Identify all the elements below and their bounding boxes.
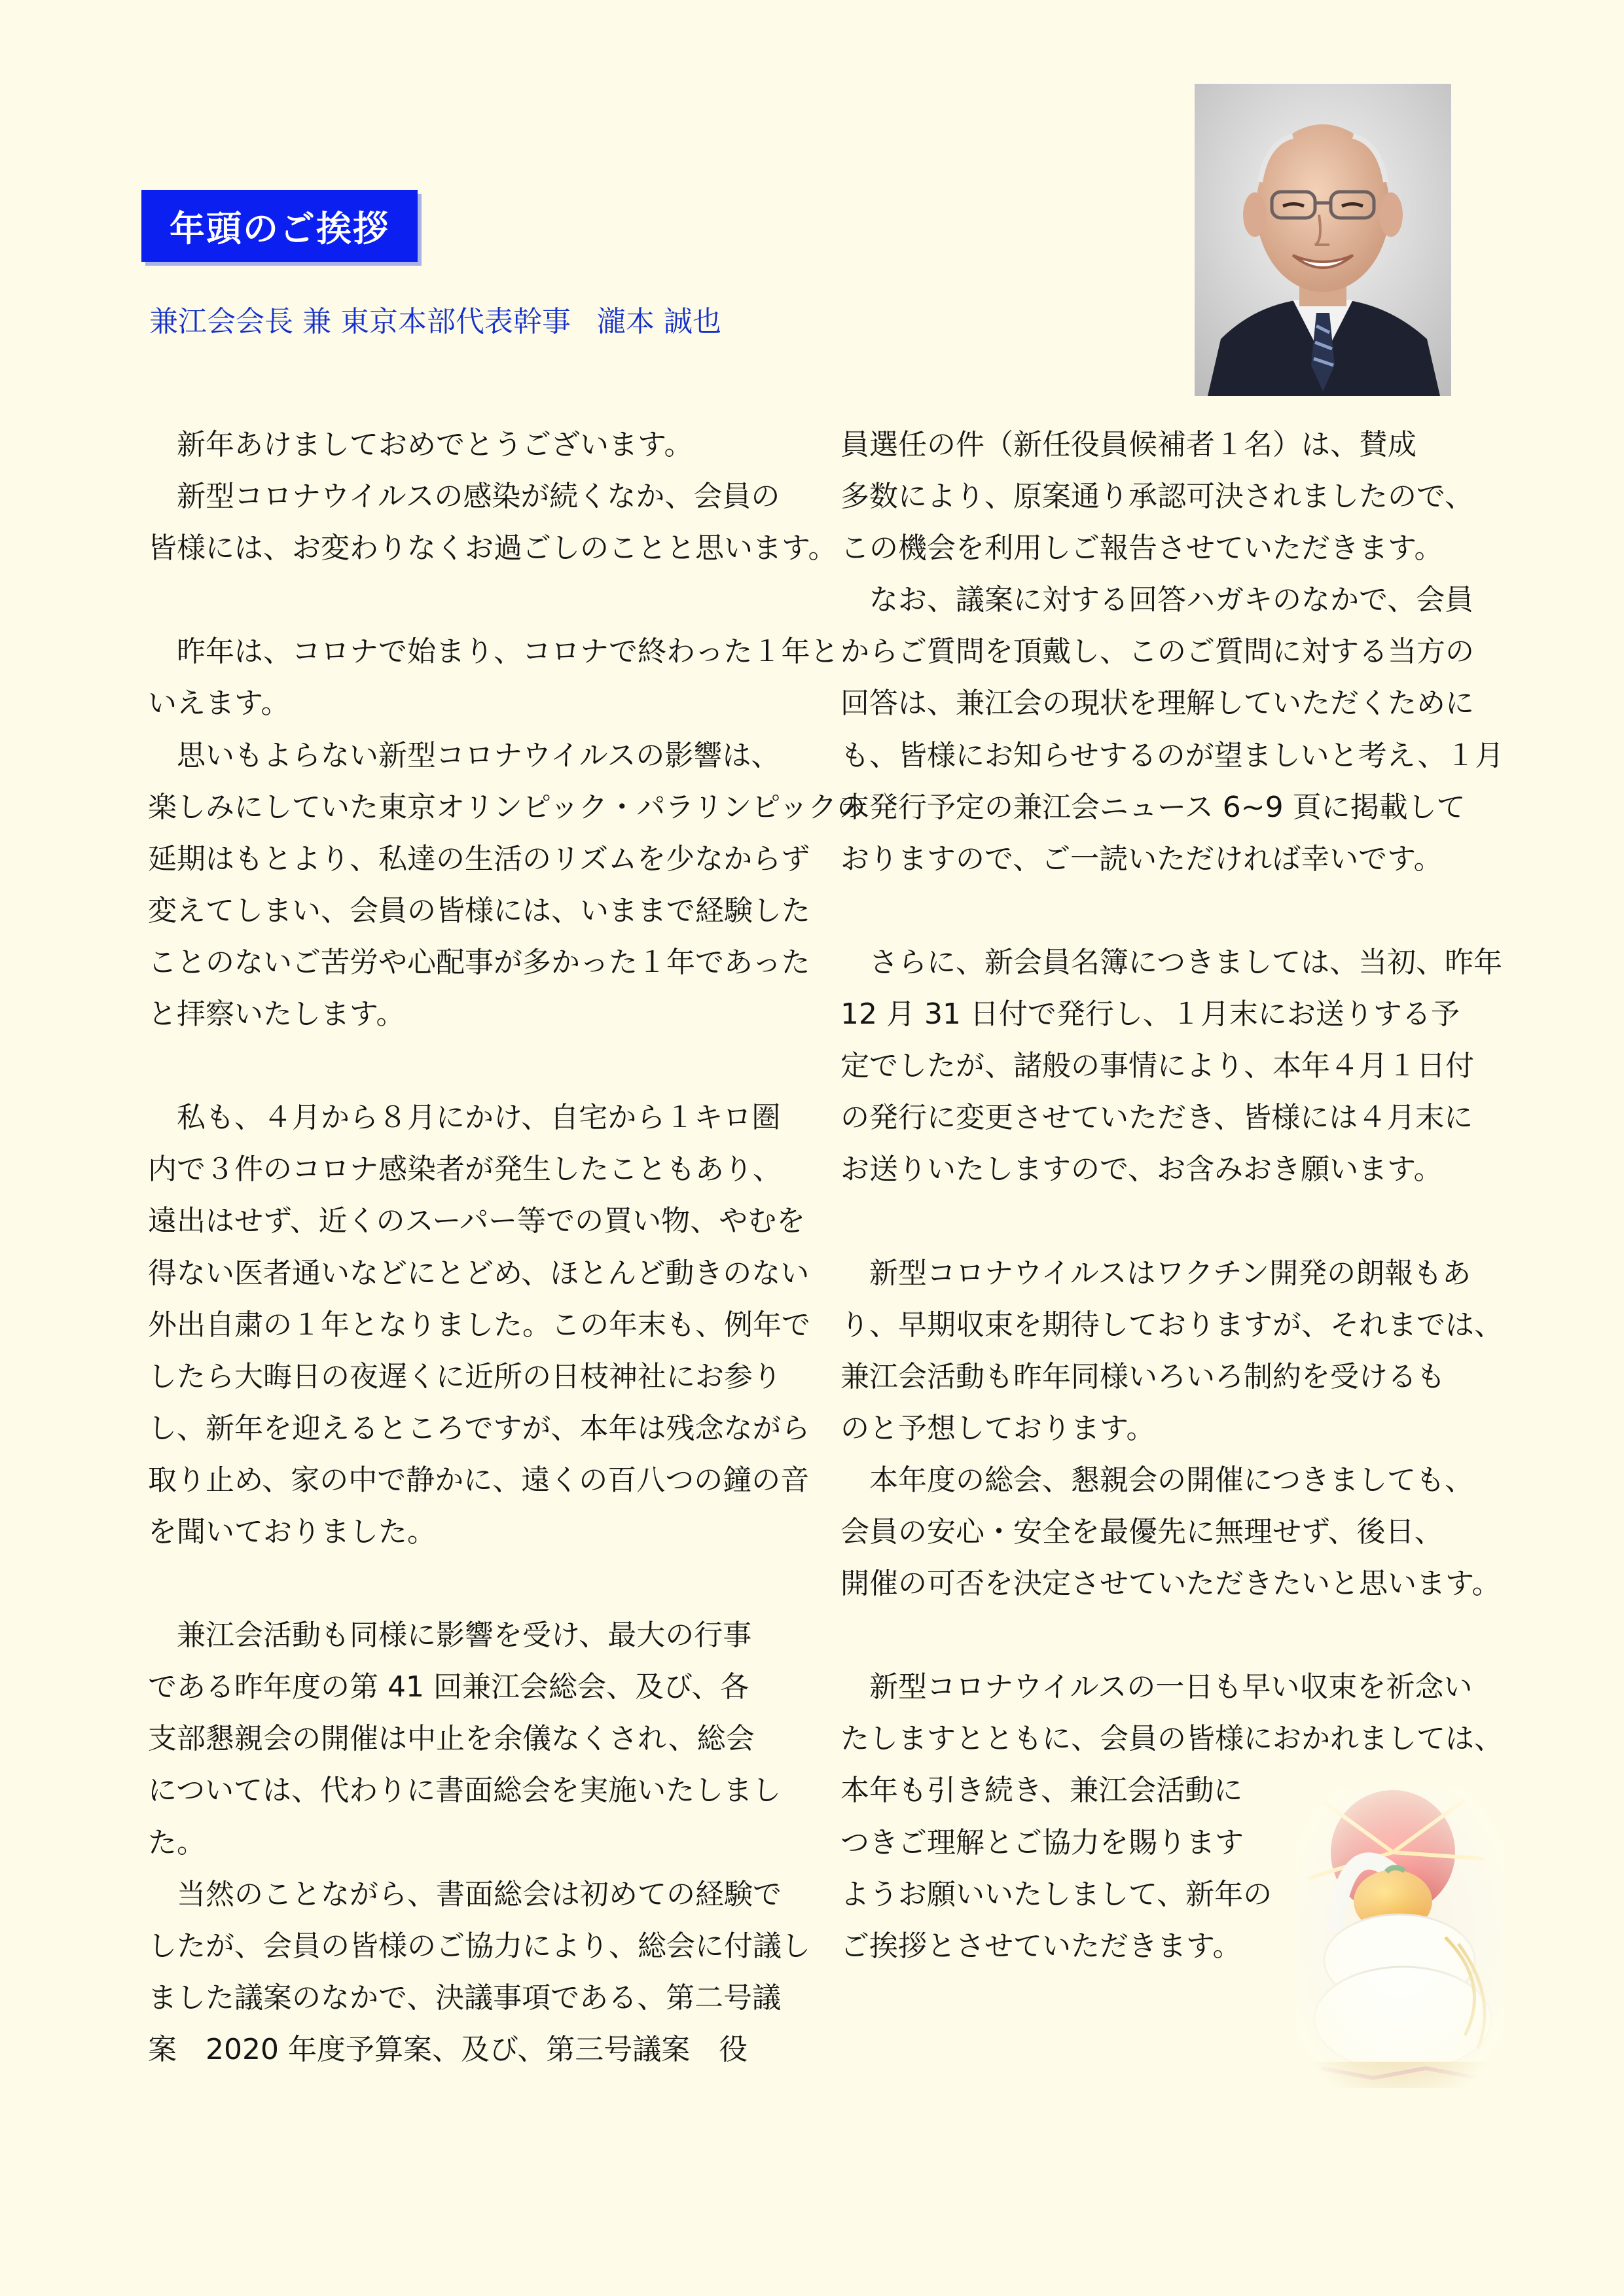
right-column [840, 419, 1504, 1972]
left-column-line: 内で３件のコロナ感染者が発生したこともあり、 [148, 1153, 782, 1187]
left-column-line: 延期はもとより、私達の生活のリズムを少なからず [148, 842, 810, 876]
left-column-line: 新年あけましておめでとうございます。 [148, 428, 693, 461]
left-column-line: 取り止め、家の中で静かに、遠くの百八つの鐘の音 [148, 1463, 810, 1497]
left-column-line: については、代わりに書面総会を実施いたしまし [148, 1774, 782, 1808]
right-column-line: り、早期収束を期待しておりますが、それまでは、 [840, 1308, 1503, 1342]
left-column-line [148, 1558, 796, 1609]
left-column-line: したら大晦日の夜遅くに近所の日枝神社にお参り [148, 1359, 782, 1393]
right-column-line: 兼江会活動も昨年同様いろいろ制約を受けるも [840, 1359, 1445, 1393]
page-title: 年頭のご挨拶 [170, 207, 389, 249]
right-column-line: も、皆様にお知らせするのが望ましいと考え、１月 [840, 738, 1504, 772]
right-column-line: たしますとともに、会員の皆様におかれましては、 [840, 1722, 1503, 1756]
left-column-line: 新型コロナウイルスの感染が続くなか、会員の [148, 480, 780, 514]
right-column-line: からご質問を頂戴し、このご質問に対する当方の [840, 635, 1474, 669]
right-column-line: 本年も引き続き、兼江会活動に [840, 1774, 1243, 1808]
right-column-line: この機会を利用しご報告させていただきます。 [840, 531, 1443, 565]
left-column-line: 外出自粛の１年となりました。この年末も、例年で [148, 1308, 810, 1342]
right-column-line: 新型コロナウイルスの一日も早い収束を祈念い [840, 1670, 1473, 1704]
right-column-line [840, 1609, 1495, 1661]
left-column-line: 変えてしまい、会員の皆様には、いままで経験した [148, 893, 810, 927]
left-column-line: いえます。 [148, 687, 290, 721]
right-column-line: の発行に変更させていただき、皆様には４月末に [840, 1101, 1473, 1135]
left-column-line: 昨年は、コロナで始まり、コロナで終わった１年と [148, 635, 839, 669]
left-column-line: 私も、４月から８月にかけ、自宅から１キロ圏 [148, 1101, 781, 1135]
author-line [149, 298, 721, 340]
right-column-line: 員選任の件（新任役員候補者１名）は、賛成 [840, 428, 1416, 461]
left-column-line: し、新年を迎えるところですが、本年は残念ながら [148, 1411, 810, 1445]
right-column-line [840, 1195, 1495, 1247]
author-title: 兼江会会長 兼 東京本部代表幹事 [149, 305, 571, 338]
author-name: 瀧本 誠也 [596, 305, 721, 338]
right-column-line: のと予想しております。 [840, 1411, 1155, 1445]
right-column-line: 回答は、兼江会の現状を理解していただくために [840, 687, 1474, 721]
right-column-line: おりますので、ご一読いただければ幸いです。 [840, 842, 1443, 876]
left-column-line: 案 2020 年度予算案、及び、第三号議案 役 [148, 2032, 748, 2066]
left-column-line: である昨年度の第 41 回兼江会総会、及び、各 [148, 1670, 749, 1704]
right-column-line: お送りいたしますので、お含みおき願います。 [840, 1153, 1443, 1187]
right-column-line: 開催の可否を決定させていただきたいと思います。 [840, 1567, 1501, 1601]
left-column-line: と拝察いたします。 [148, 997, 405, 1031]
left-column-line [148, 1040, 796, 1092]
right-column-line: 定でしたが、諸般の事情により、本年４月１日付 [840, 1049, 1474, 1083]
right-column-line: つきご理解とご協力を賜ります [840, 1825, 1244, 1859]
right-column-line: 会員の安心・安全を最優先に無理せず、後日、 [840, 1515, 1443, 1549]
right-column-line: 本年度の総会、懇親会の開催につきましても、 [840, 1463, 1474, 1497]
left-column-line: 楽しみにしていた東京オリンピック・パラリンピックの [148, 790, 866, 824]
left-column-line: を聞いておりました。 [148, 1515, 436, 1549]
right-column-line: さらに、新会員名簿につきましては、当初、昨年 [840, 945, 1503, 979]
left-column-line: た。 [148, 1825, 206, 1859]
right-column-line: なお、議案に対する回答ハガキのなかで、会員 [840, 583, 1474, 617]
left-column-line: 兼江会活動も同様に影響を受け、最大の行事 [148, 1619, 752, 1653]
left-column-line: 皆様には、お変わりなくお過ごしのことと思います。 [148, 531, 837, 565]
right-column-line: 末発行予定の兼江会ニュース 6~9 頁に掲載して [840, 790, 1466, 824]
left-column-line: したが、会員の皆様のご協力により、総会に付議し [148, 1929, 810, 1963]
left-column-line: ました議案のなかで、決議事項である、第二号議 [148, 1981, 782, 2015]
left-column-line [148, 574, 796, 626]
right-column-line [840, 885, 1495, 937]
left-column-line: 得ない医者通いなどにとどめ、ほとんど動きのない [148, 1256, 810, 1290]
heading-banner [141, 190, 418, 262]
left-column-line: 遠出はせず、近くのスーパー等での買い物、やむを [148, 1204, 806, 1238]
right-column-line: 12 月 31 日付で発行し、１月末にお送りする予 [840, 997, 1460, 1031]
left-column-line: 支部懇親会の開催は中止を余儀なくされ、総会 [148, 1722, 755, 1756]
left-column-line: 思いもよらない新型コロナウイルスの影響は、 [148, 738, 780, 772]
right-column-line: ご挨拶とさせていただきます。 [840, 1929, 1242, 1963]
portrait-photo-icon [1195, 84, 1451, 396]
right-column-line: 多数により、原案通り承認可決されましたので、 [840, 480, 1474, 514]
right-column-line: 新型コロナウイルスはワクチン開発の朗報もあ [840, 1256, 1471, 1290]
right-column-line: ようお願いいたしまして、新年の [840, 1877, 1272, 1911]
left-column-line: 当然のことながら、書面総会は初めての経験で [148, 1877, 782, 1911]
left-column-line: ことのないご苦労や心配事が多かった１年であった [148, 945, 810, 979]
kagami-mochi-icon [1295, 1787, 1504, 2088]
left-column [148, 419, 866, 2075]
